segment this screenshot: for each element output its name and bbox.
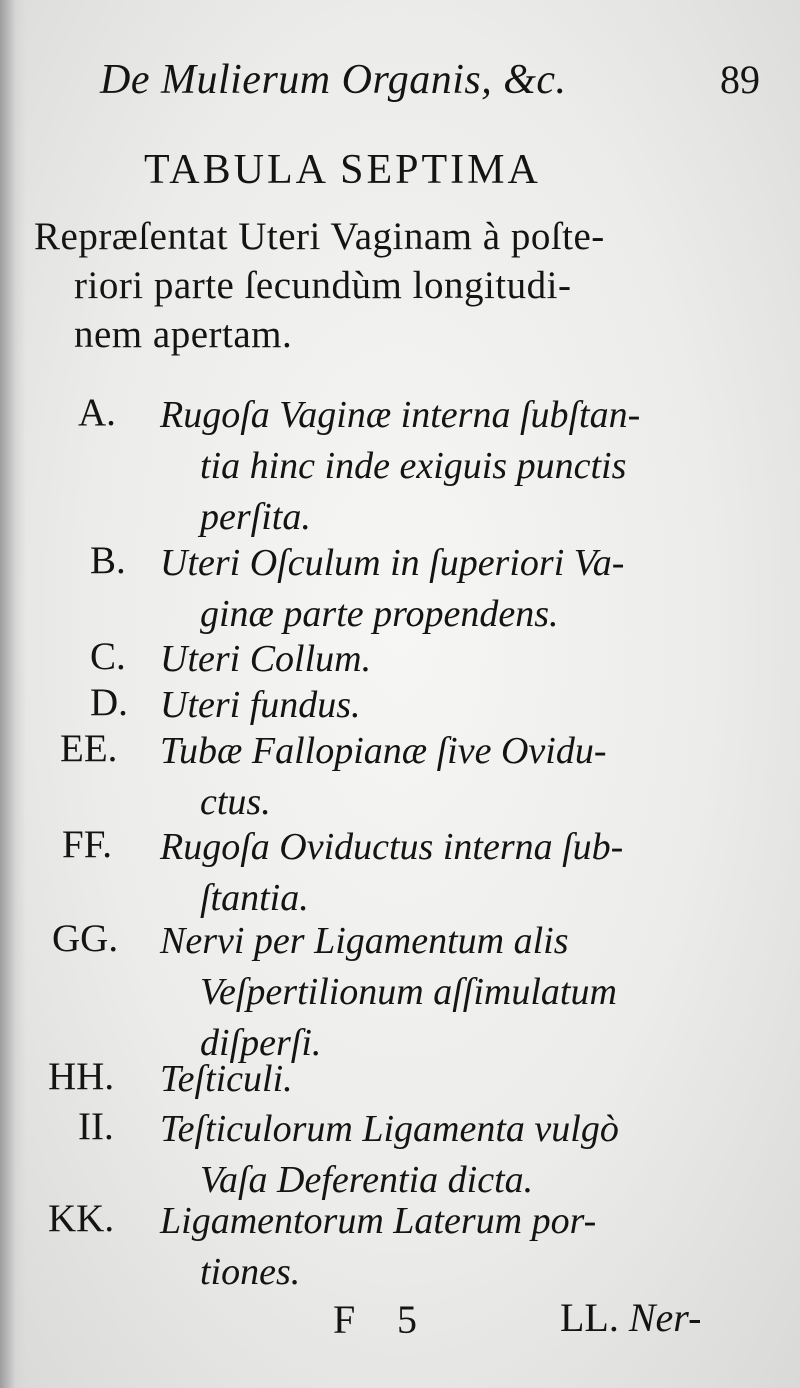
page-header [100, 56, 760, 108]
entry-text [160, 726, 760, 828]
entry-label: A. [78, 391, 116, 434]
signature-number: 5 [397, 1297, 417, 1342]
page-gutter-shadow [0, 0, 26, 1388]
entry-label: II. [78, 1105, 114, 1148]
entry-line: diſperſi. [200, 1022, 322, 1064]
entry-line: Nervi per Ligamentum alis [160, 920, 569, 962]
entry-line: ſtantia. [200, 877, 309, 919]
description-line: Repræſentat Uteri Vaginam à poſte- [34, 215, 605, 258]
entry-text [160, 1054, 760, 1105]
entry-text [160, 916, 760, 1069]
running-head: De Mulierum Organis, &c. [100, 57, 567, 103]
signature-letter: F [333, 1297, 356, 1342]
entry-line: ctus. [200, 781, 271, 823]
entry-line: Rugoſa Vaginæ interna ſubſtan- [160, 394, 641, 436]
entry-line: Tubæ Fallopianæ ſive Ovidu- [160, 730, 607, 772]
entry-line: Rugoſa Oviductus interna ſub- [160, 826, 624, 868]
entry-text [160, 1196, 760, 1298]
entry-line: Veſpertilionum aſſimulatum [200, 971, 617, 1013]
entry-line: tia hinc inde exiguis punctis [200, 445, 627, 487]
description-line: nem apertam. [74, 313, 293, 356]
entry-label: GG. [52, 917, 119, 960]
plate-description [34, 212, 754, 359]
entry-text [160, 822, 760, 924]
entry-text [160, 634, 760, 685]
entry-text [160, 1104, 760, 1206]
entry-line: Uteri Collum. [160, 638, 372, 680]
entry-line: perſita. [200, 496, 311, 538]
entry-label: D. [90, 681, 128, 724]
entry-line: Teſticuli. [160, 1058, 293, 1100]
description-line: riori parte ſecundùm longitudi- [74, 264, 572, 307]
entry-line: Uteri fundus. [160, 684, 361, 726]
page-number: 89 [720, 57, 760, 102]
plate-title: TABULA SEPTIMA [144, 147, 541, 193]
catchword [560, 1294, 701, 1341]
entry-line: ginæ parte propendens. [200, 593, 559, 635]
entry-line: Teſticulorum Ligamenta vulgò [160, 1108, 619, 1150]
entry-line: Vaſa Deferentia dicta. [200, 1159, 534, 1201]
entry-label: C. [90, 635, 126, 678]
catchword-word: Ner- [628, 1295, 702, 1340]
entry-text [160, 538, 760, 640]
entry-line: tiones. [200, 1251, 301, 1293]
entry-line: Ligamentorum Laterum por- [160, 1200, 597, 1242]
entry-label: FF. [62, 823, 113, 866]
entry-label: HH. [48, 1055, 115, 1098]
catchword-label: LL. [560, 1295, 619, 1340]
entry-line: Uteri Oſculum in ſuperiori Va- [160, 542, 625, 584]
entry-label: EE. [60, 727, 118, 770]
entry-text [160, 390, 760, 543]
entry-label: B. [90, 539, 126, 582]
entry-label: KK. [48, 1197, 115, 1240]
entry-text [160, 680, 760, 731]
